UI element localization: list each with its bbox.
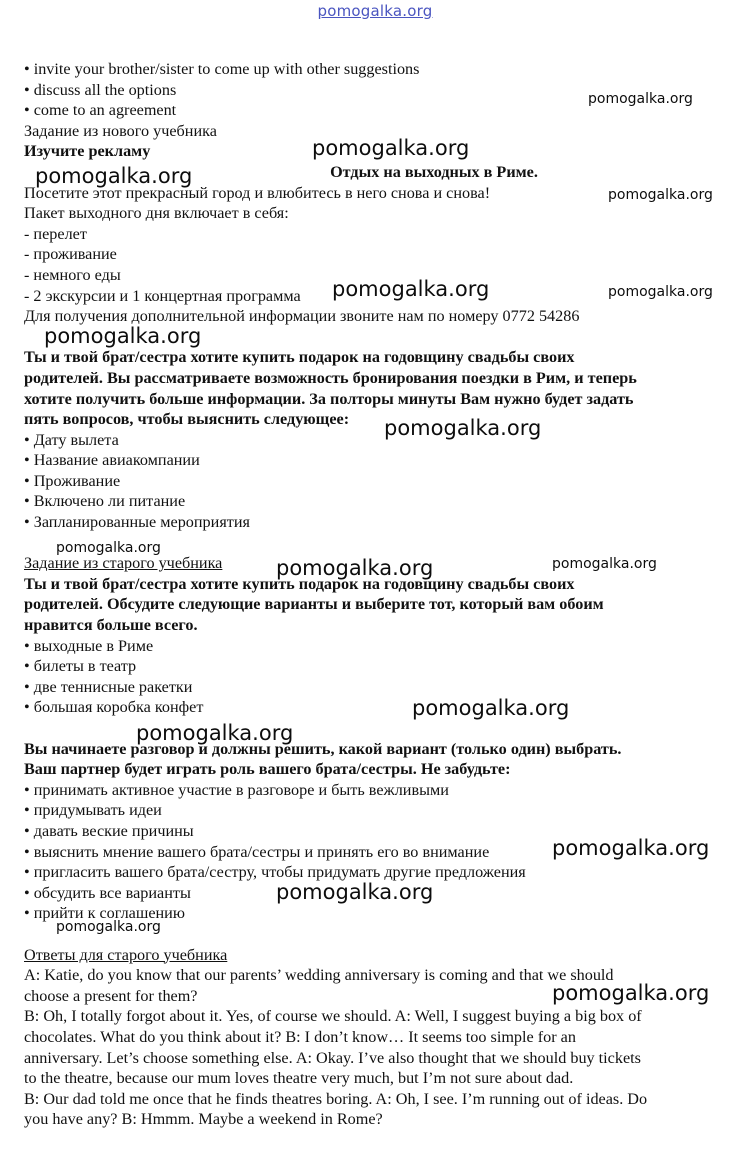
task2-line: Ты и твой брат/сестра хотите купить подарок на годовщину свадьбы своих (24, 574, 575, 593)
watermark: pomogalka.org (608, 187, 713, 203)
task3-bullet: • принимать активное участие в разговоре и быть вежливыми (24, 780, 449, 799)
ad-title: Отдых на выходных в Риме. (330, 162, 538, 181)
ad-line: - перелет (24, 224, 87, 243)
old-task-label: Задание из старого учебника (24, 554, 223, 573)
top-bullet: • come to an agreement (24, 101, 177, 120)
answer-line: B: Oh, I totally forgot about it. Yes, of course we should. A: Well, I suggest buying a big box of (24, 1007, 642, 1026)
watermark: pomogalka.org (552, 556, 657, 572)
watermark: pomogalka.org (608, 284, 713, 300)
ad-line: - проживание (24, 245, 117, 264)
task3-bullet: • обсудить все варианты (24, 883, 191, 902)
task1-line: хотите получить больше информации. За полторы минуты Вам нужно будет задать (24, 389, 634, 408)
task3-line: Вы начинаете разговор и должны решить, какой вариант (только один) выбрать. (24, 739, 622, 758)
answer-line: A: Katie, do you know that our parents’ wedding anniversary is coming and that we should (24, 966, 614, 985)
task2-line: родителей. Обсудите следующие варианты и выберите тот, который вам обоим (24, 595, 604, 614)
watermark: pomogalka.org (136, 721, 294, 745)
answer-line: chocolates. What do you think about it? B: I don’t know… It seems too simple for an (24, 1027, 576, 1046)
watermark: pomogalka.org (56, 919, 161, 935)
ad-line: - 2 экскурсии и 1 концертная программа (24, 286, 301, 305)
watermark: pomogalka.org (44, 324, 202, 348)
task1-line: пять вопросов, чтобы выяснить следующее: (24, 410, 350, 429)
watermark: pomogalka.org (276, 556, 434, 580)
answer-line: you have any? B: Hmmm. Maybe a weekend in Rome? (24, 1110, 383, 1129)
task1-bullet: • Дату вылета (24, 430, 119, 449)
ad-line: - немного еды (24, 265, 121, 284)
watermark: pomogalka.org (552, 981, 710, 1005)
answer-line: anniversary. Let’s choose something else. A: Okay. I’ve also thought that we should buy tickets (24, 1048, 641, 1067)
task2-bullet: • выходные в Риме (24, 636, 154, 655)
watermark: pomogalka.org (384, 416, 542, 440)
task2-line: нравится больше всего. (24, 616, 198, 635)
watermark: pomogalka.org (588, 91, 693, 107)
task3-bullet: • прийти к соглашению (24, 904, 185, 923)
task3-bullet: • выяснить мнение вашего брата/сестры и принять его во внимание (24, 842, 490, 861)
ad-line: Пакет выходного дня включает в себя: (24, 204, 289, 223)
answer-line: choose a present for them? (24, 986, 198, 1005)
watermark: pomogalka.org (412, 696, 570, 720)
document-body (24, 59, 724, 1130)
watermark: pomogalka.org (276, 880, 434, 904)
watermark: pomogalka.org (56, 540, 161, 556)
task1-line: родителей. Вы рассматриваете возможность бронирования поездки в Рим, и теперь (24, 368, 637, 387)
watermark: pomogalka.org (35, 164, 193, 188)
watermark: pomogalka.org (332, 277, 490, 301)
ad-line: Для получения дополнительной информации звоните нам по номеру 0772 54286 (24, 307, 580, 326)
task1-bullet: • Проживание (24, 471, 121, 490)
task1-bullet: • Включено ли питание (24, 492, 186, 511)
new-task-label: Задание из нового учебника (24, 121, 217, 140)
task1-line: Ты и твой брат/сестра хотите купить подарок на годовщину свадьбы своих (24, 348, 575, 367)
top-bullet: • invite your brother/sister to come up with other suggestions (24, 60, 420, 78)
ad-line: Посетите этот прекрасный город и влюбитесь в него снова и снова! (24, 183, 491, 202)
task2-bullet: • билеты в театр (24, 657, 137, 676)
answer-line: B: Our dad told me once that he finds theatres boring. A: Oh, I see. I’m running out of ideas. Do (24, 1089, 648, 1108)
watermark: pomogalka.org (312, 136, 470, 160)
answers-label: Ответы для старого учебника (24, 945, 228, 964)
task1-bullet: • Запланированные мероприятия (24, 513, 250, 532)
task1-bullet: • Название авиакомпании (24, 451, 200, 470)
task3-bullet: • пригласить вашего брата/сестру, чтобы придумать другие предложения (24, 863, 526, 882)
task2-bullet: • две теннисные ракетки (24, 677, 193, 696)
ad-heading: Изучите рекламу (24, 142, 151, 161)
header-watermark-link[interactable]: pomogalka.org (317, 2, 433, 20)
task2-bullet: • большая коробка конфет (24, 698, 204, 717)
task3-bullet: • давать веские причины (24, 821, 194, 840)
task3-line: Ваш партнер будет играть роль вашего брата/сестры. Не забудьте: (24, 760, 511, 779)
answer-line: to the theatre, because our mum loves theatre very much, but I’m not sure about dad. (24, 1069, 574, 1088)
task3-bullet: • придумывать идеи (24, 801, 162, 820)
top-bullet: • discuss all the options (24, 80, 177, 99)
watermark: pomogalka.org (552, 836, 710, 860)
